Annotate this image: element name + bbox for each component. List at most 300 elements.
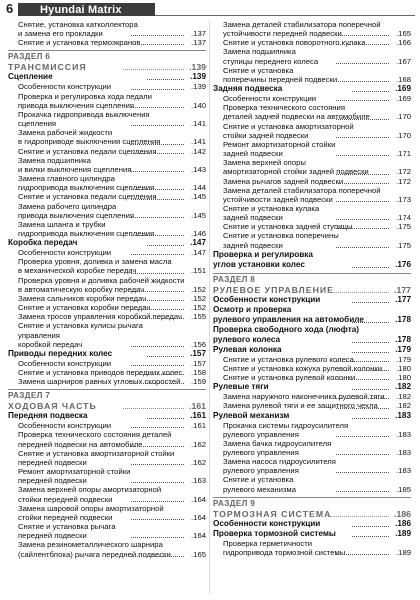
toc-entry-page: .180 bbox=[396, 363, 411, 373]
toc-entry-page: .147 bbox=[191, 248, 206, 258]
toc-entry-title: и замена его прокладки bbox=[18, 29, 103, 39]
toc-entry-page: .178 bbox=[395, 314, 411, 324]
toc-entry-title: Замена главного цилиндра bbox=[18, 174, 115, 184]
toc-entry-title: Снятие, установка катколлектора bbox=[18, 20, 138, 29]
toc-entry-title: Снятие и установка рулевого колеса bbox=[223, 354, 354, 364]
toc-entry-title: Замена шланга и трубки bbox=[18, 219, 106, 229]
toc-entry-title: Сцепление bbox=[8, 72, 53, 82]
toc-entry-title: Снятие и установка bbox=[223, 475, 294, 485]
toc-entry-page: .175 bbox=[396, 240, 411, 250]
toc-entry-title: Снятие и установка рулевой колонки bbox=[223, 373, 356, 383]
toc-entry-title: передней подвески bbox=[18, 476, 87, 486]
toc-entry-page: .175 bbox=[396, 222, 411, 232]
toc-entry[interactable] bbox=[213, 475, 411, 484]
toc-entry[interactable] bbox=[8, 248, 206, 257]
toc-entry-title: Снятие и установка термоэкранов bbox=[18, 38, 141, 48]
toc-entry-title: Коробка передач bbox=[8, 238, 78, 248]
toc-entry-page: .183 bbox=[396, 448, 411, 457]
toc-entry-title: Приводы передних колес bbox=[8, 348, 113, 358]
toc-list bbox=[8, 72, 206, 386]
toc-entry-title: Замена тросов управления коробкой передач bbox=[18, 312, 182, 322]
toc-list bbox=[213, 20, 411, 270]
toc-entry-title: Замена деталей стабилизатора поперечной bbox=[223, 20, 381, 29]
toc-entry-title: Замена рулевой тяги и ее защитного чехла bbox=[223, 401, 378, 411]
toc-entry-page: .147 bbox=[190, 238, 206, 248]
toc-entry-page: .170 bbox=[396, 112, 411, 122]
toc-heading-entry[interactable] bbox=[213, 260, 411, 270]
toc-entry-page: .157 bbox=[191, 358, 206, 368]
section-page: .186 bbox=[394, 508, 411, 519]
toc-entry-page: .164 bbox=[191, 512, 206, 522]
toc-entry-page: .182 bbox=[396, 392, 411, 402]
toc-entry-page: .183 bbox=[396, 429, 411, 439]
toc-left-column bbox=[8, 20, 206, 559]
toc-entry-page: .143 bbox=[191, 164, 206, 174]
section-7-header bbox=[8, 389, 206, 411]
toc-entry[interactable] bbox=[8, 183, 206, 192]
toc-entry-page: .162 bbox=[191, 439, 206, 449]
toc-entry-page: .139 bbox=[191, 82, 206, 92]
toc-entry[interactable] bbox=[213, 373, 411, 382]
toc-entry-page: .141 bbox=[191, 137, 206, 147]
toc-entry[interactable] bbox=[213, 439, 411, 448]
toc-entry-page: .155 bbox=[191, 312, 206, 322]
toc-entry-page: .157 bbox=[190, 348, 206, 358]
toc-entry-page: .152 bbox=[191, 293, 206, 303]
toc-entry-page: .137 bbox=[191, 38, 206, 48]
toc-entry-title: в гидроприводе выключения сцепления bbox=[18, 137, 161, 147]
toc-entry-title: Снятие и установка коробки передач bbox=[18, 303, 151, 313]
toc-entry-title: Снятие и установка кулисы рычага управления bbox=[18, 321, 143, 340]
toc-heading-entry[interactable] bbox=[213, 411, 411, 421]
toc-entry[interactable] bbox=[213, 122, 411, 131]
toc-entry-title: Проверка свободного хода (люфта) bbox=[213, 324, 359, 334]
toc-entry-title: в механической коробке передач bbox=[18, 266, 137, 276]
toc-heading-entry[interactable] bbox=[213, 519, 411, 529]
toc-entry-page: .163 bbox=[191, 476, 206, 486]
toc-entry-title: (сайлентблока) рычага передней подвески bbox=[18, 549, 171, 559]
toc-list bbox=[213, 295, 411, 494]
toc-entry-page: .141 bbox=[191, 119, 206, 129]
toc-entry[interactable] bbox=[8, 192, 206, 201]
toc-entry-page: .183 bbox=[395, 410, 411, 420]
toc-entry-page: .151 bbox=[191, 266, 206, 276]
toc-entry-title: Осмотр и проверка bbox=[213, 304, 292, 314]
toc-entry[interactable] bbox=[213, 241, 411, 250]
toc-entry-title: Передняя подвеска bbox=[8, 411, 88, 421]
toc-entry-title: рулевого механизма bbox=[223, 484, 296, 494]
toc-entry-title: передней подвески bbox=[18, 531, 87, 541]
toc-entry[interactable] bbox=[8, 82, 206, 91]
toc-entry-page: .167 bbox=[396, 56, 411, 66]
toc-entry-title: Проверка герметичности bbox=[223, 538, 313, 548]
toc-entry[interactable] bbox=[8, 174, 206, 183]
toc-entry-title: гидропривода выключения сцепления bbox=[18, 183, 155, 193]
toc-entry-page: .142 bbox=[191, 146, 206, 156]
book-title: Hyundai Matrix bbox=[40, 4, 122, 16]
toc-entry-title: деталей задней подвески на автомобиле bbox=[223, 112, 370, 122]
toc-entry-title: углов установки колес bbox=[213, 259, 305, 269]
toc-entry[interactable] bbox=[8, 266, 206, 275]
toc-entry[interactable] bbox=[8, 294, 206, 303]
toc-entry-title: Проверка тормозной системы bbox=[213, 528, 336, 538]
toc-entry[interactable] bbox=[213, 195, 411, 204]
toc-list bbox=[8, 411, 206, 558]
toc-entry[interactable] bbox=[8, 550, 206, 559]
toc-entry-title: Особенности конструкции bbox=[18, 421, 112, 431]
toc-entry-page: .169 bbox=[396, 94, 411, 104]
section-title-text: ХОДОВАЯ ЧАСТЬ bbox=[8, 401, 97, 412]
toc-entry-page: .179 bbox=[395, 344, 411, 354]
toc-entry-title: Замена насоса гидроусилителя bbox=[223, 457, 336, 467]
toc-entry[interactable] bbox=[8, 147, 206, 156]
toc-entry-title: Замена верхней опоры амортизаторной bbox=[18, 485, 162, 495]
toc-entry-page: .169 bbox=[395, 84, 411, 94]
toc-entry-title: в автоматическую коробку передач bbox=[18, 284, 145, 294]
toc-entry[interactable] bbox=[8, 110, 206, 128]
toc-entry[interactable] bbox=[8, 321, 206, 339]
toc-entry[interactable] bbox=[213, 140, 411, 149]
toc-entry-title: Особенности конструкции bbox=[223, 94, 317, 104]
toc-entry-page: .170 bbox=[396, 130, 411, 140]
toc-entry-title: Замена подшипника bbox=[223, 47, 296, 57]
toc-entry-title: Замена деталей стабилизатора поперечной bbox=[223, 185, 381, 195]
toc-entry[interactable] bbox=[213, 421, 411, 430]
toc-entry[interactable] bbox=[8, 421, 206, 430]
toc-entry-title: Замена верхней опоры bbox=[223, 158, 306, 168]
section-6-header bbox=[8, 50, 206, 72]
toc-entry[interactable] bbox=[213, 47, 411, 56]
toc-entry[interactable] bbox=[8, 467, 206, 476]
toc-entry-title: Замена подшипника bbox=[18, 155, 91, 165]
toc-entry-title: Снятие и установка приводов передних колес bbox=[18, 368, 183, 377]
toc-heading-entry[interactable] bbox=[8, 238, 206, 248]
toc-entry-title: Особенности конструкции bbox=[18, 82, 112, 92]
toc-entry-page: .182 bbox=[395, 382, 411, 392]
toc-entry-title: стойки передней подвески bbox=[18, 494, 113, 504]
toc-entry-title: привода выключения сцепления bbox=[18, 210, 135, 220]
toc-entry[interactable] bbox=[213, 204, 411, 213]
toc-entry-page: .171 bbox=[396, 149, 411, 159]
toc-heading-entry[interactable] bbox=[213, 315, 411, 325]
toc-entry-title: Проверка и регулировка хода педали bbox=[18, 91, 152, 101]
toc-entry-page: .159 bbox=[191, 377, 206, 387]
toc-entry[interactable] bbox=[8, 276, 206, 285]
toc-heading-entry[interactable] bbox=[8, 72, 206, 82]
toc-entry-page: .152 bbox=[191, 284, 206, 294]
toc-entry-title: Задняя подвеска bbox=[213, 84, 283, 94]
toc-entry-page: .137 bbox=[191, 29, 206, 39]
toc-entry-page: .186 bbox=[395, 518, 411, 528]
toc-entry-title: Рулевая колонка bbox=[213, 344, 282, 354]
toc-entry-title: Замена бачка гидроусилителя bbox=[223, 438, 332, 448]
section-title[interactable] bbox=[8, 62, 206, 72]
section-title-text: ТРАНСМИССИЯ bbox=[8, 62, 87, 73]
toc-entry-page: .185 bbox=[396, 484, 411, 494]
toc-entry-title: Замена рабочей жидкости bbox=[18, 128, 113, 138]
toc-entry[interactable] bbox=[213, 20, 411, 29]
toc-entry-title: устойчивости передней подвески bbox=[223, 29, 342, 39]
toc-entry[interactable] bbox=[213, 539, 411, 548]
toc-entry[interactable] bbox=[213, 548, 411, 557]
toc-entry-title: Снятие и установка рычага bbox=[18, 522, 116, 532]
page-number: 6 bbox=[6, 1, 14, 16]
section-title-text: РУЛЕВОЕ УПРАВЛЕНИЕ bbox=[213, 284, 334, 295]
section-label: РАЗДЕЛ 8 bbox=[213, 274, 256, 284]
toc-entry-title: Снятие и установка задней ступицы bbox=[223, 222, 353, 232]
toc-entry-page: .179 bbox=[396, 354, 411, 364]
toc-entry[interactable] bbox=[213, 485, 411, 494]
toc-entry[interactable] bbox=[213, 131, 411, 140]
toc-entry-title: Замена рабочего цилиндра bbox=[18, 201, 117, 211]
toc-entry-page: .177 bbox=[395, 294, 411, 304]
toc-entry-title: амортизаторной стойки задней подвески bbox=[223, 167, 369, 177]
toc-entry[interactable] bbox=[8, 128, 206, 137]
section-page: .161 bbox=[189, 401, 206, 412]
toc-heading-entry[interactable] bbox=[213, 84, 411, 94]
toc-entry[interactable] bbox=[213, 167, 411, 176]
toc-entry-page: .161 bbox=[190, 411, 206, 421]
toc-entry[interactable] bbox=[213, 364, 411, 373]
toc-entry-title: Замена резинометаллического шарнира bbox=[18, 540, 163, 550]
toc-entry-title: передней подвески на автомобиле bbox=[18, 439, 143, 449]
toc-entry-title: Снятие и установка поперечины bbox=[223, 231, 339, 241]
toc-entry[interactable] bbox=[213, 231, 411, 240]
toc-heading-entry[interactable] bbox=[8, 411, 206, 421]
toc-entry-page: .164 bbox=[191, 531, 206, 541]
toc-entry[interactable] bbox=[8, 156, 206, 165]
section-page: .177 bbox=[394, 284, 411, 295]
toc-heading-entry[interactable] bbox=[213, 325, 411, 335]
toc-entry-title: Особенности конструкции bbox=[213, 294, 321, 304]
toc-entry-title: Прокачка системы гидроусилителя bbox=[223, 420, 349, 430]
toc-entry[interactable] bbox=[8, 531, 206, 540]
section-9-header bbox=[213, 497, 411, 519]
toc-entry[interactable] bbox=[8, 312, 206, 321]
section-title[interactable] bbox=[213, 285, 411, 295]
toc-entry-page: .178 bbox=[395, 334, 411, 344]
toc-entry-page: .172 bbox=[396, 176, 411, 186]
toc-heading-entry[interactable] bbox=[213, 345, 411, 355]
toc-entry-title: стойки передней подвески bbox=[18, 512, 113, 522]
toc-entry[interactable] bbox=[8, 229, 206, 238]
toc-entry-title: ступицы переднего колеса bbox=[223, 56, 319, 66]
toc-entry[interactable] bbox=[8, 340, 206, 349]
toc-entry[interactable] bbox=[213, 392, 411, 401]
toc-entry[interactable] bbox=[213, 222, 411, 231]
toc-entry[interactable] bbox=[213, 401, 411, 410]
toc-entry-page: .152 bbox=[191, 303, 206, 313]
toc-entry[interactable] bbox=[8, 485, 206, 494]
toc-entry-title: рулевого колеса bbox=[213, 334, 281, 344]
toc-entry[interactable] bbox=[8, 38, 206, 47]
toc-list bbox=[213, 519, 411, 557]
toc-entry-page: .165 bbox=[191, 549, 206, 559]
toc-entry[interactable] bbox=[8, 257, 206, 266]
toc-entry-title: задней подвески bbox=[223, 213, 283, 223]
toc-heading-entry[interactable] bbox=[213, 250, 411, 260]
toc-entry[interactable] bbox=[8, 165, 206, 174]
toc-entry[interactable] bbox=[213, 38, 411, 47]
toc-entry-title: гидропривода выключения сцепления bbox=[18, 228, 155, 238]
toc-entry-page: .164 bbox=[191, 494, 206, 504]
toc-entry[interactable] bbox=[8, 285, 206, 294]
toc-entry-title: Снятие и установка поворотного кулака bbox=[223, 38, 366, 48]
toc-entry[interactable] bbox=[213, 75, 411, 84]
toc-entry[interactable] bbox=[8, 20, 206, 29]
header-rule bbox=[155, 15, 415, 16]
toc-entry[interactable] bbox=[213, 112, 411, 121]
toc-entry[interactable] bbox=[8, 220, 206, 229]
toc-entry-page: .189 bbox=[395, 528, 411, 538]
toc-entry-title: Ремонт амортизаторной стойки bbox=[18, 467, 131, 477]
section-title-text: ТОРМОЗНАЯ СИСТЕМА bbox=[213, 508, 332, 519]
toc-entry[interactable] bbox=[8, 440, 206, 449]
toc-entry-title: Особенности конструкции bbox=[213, 518, 321, 528]
toc-entry[interactable] bbox=[8, 359, 206, 368]
toc-entry-page: .183 bbox=[396, 466, 411, 476]
toc-entry[interactable] bbox=[8, 522, 206, 531]
toc-entry-title: Рулевые тяги bbox=[213, 382, 269, 392]
toc-heading-entry[interactable] bbox=[213, 529, 411, 539]
toc-entry[interactable] bbox=[8, 202, 206, 211]
toc-entry-page: .174 bbox=[396, 213, 411, 223]
toc-entry-title: Замена наружного наконечника рулевой тяги bbox=[223, 392, 385, 402]
toc-entry-page: .145 bbox=[191, 192, 206, 202]
toc-entry-title: Особенности конструкции bbox=[18, 248, 112, 258]
toc-entry[interactable] bbox=[8, 495, 206, 504]
toc-entry[interactable] bbox=[213, 177, 411, 186]
section-label: РАЗДЕЛ 6 bbox=[8, 52, 51, 62]
toc-entry[interactable] bbox=[8, 476, 206, 485]
section-title[interactable] bbox=[8, 401, 206, 411]
toc-entry[interactable] bbox=[8, 449, 206, 458]
header-title-bar bbox=[18, 3, 155, 16]
toc-entry[interactable] bbox=[213, 149, 411, 158]
toc-entry-title: Снятие и установка кожуха рулевой колонки bbox=[223, 363, 382, 373]
toc-entry-title: поперечины передней подвески bbox=[223, 74, 338, 84]
toc-entry[interactable] bbox=[213, 66, 411, 75]
toc-entry[interactable] bbox=[8, 377, 206, 386]
toc-entry-title: Ремонт амортизаторной стойки bbox=[223, 139, 336, 149]
toc-entry[interactable] bbox=[8, 368, 206, 377]
toc-entry[interactable] bbox=[8, 504, 206, 513]
toc-entry-title: Замена сальников коробки передач bbox=[18, 293, 147, 303]
toc-entry-title: Снятие и установка амортизаторной bbox=[223, 121, 354, 131]
toc-entry-title: Прокачка гидропривода выключения сцепления bbox=[18, 109, 150, 129]
toc-entry-title: Снятие и установка кулака bbox=[223, 203, 320, 213]
toc-entry[interactable] bbox=[213, 430, 411, 439]
toc-right-column bbox=[213, 20, 411, 557]
toc-heading-entry[interactable] bbox=[213, 305, 411, 315]
toc-entry[interactable] bbox=[213, 186, 411, 195]
toc-entry-page: .166 bbox=[396, 38, 411, 48]
toc-entry-title: Проверка технического состояния bbox=[223, 103, 346, 113]
toc-heading-entry[interactable] bbox=[213, 382, 411, 392]
toc-entry-title: Проверка уровня, доливка и замена масла bbox=[18, 257, 172, 267]
toc-entry[interactable] bbox=[8, 303, 206, 312]
toc-entry-page: .156 bbox=[191, 339, 206, 349]
section-label: РАЗДЕЛ 9 bbox=[213, 498, 256, 508]
toc-entry-page: .145 bbox=[191, 210, 206, 220]
toc-entry[interactable] bbox=[213, 213, 411, 222]
toc-entry[interactable] bbox=[8, 540, 206, 549]
toc-entry[interactable] bbox=[213, 158, 411, 167]
section-label: РАЗДЕЛ 7 bbox=[8, 391, 51, 401]
toc-entry-title: Замена шаровой опоры амортизаторной bbox=[18, 503, 164, 513]
toc-entry-title: Снятие и установка bbox=[223, 65, 294, 75]
toc-entry[interactable] bbox=[8, 29, 206, 38]
page-header bbox=[0, 0, 420, 17]
toc-entry-title: передней подвески bbox=[18, 457, 87, 467]
toc-heading-entry[interactable] bbox=[8, 349, 206, 359]
toc-entry-title: Замена рычагов задней подвески bbox=[223, 176, 344, 186]
toc-list bbox=[8, 20, 206, 47]
section-title[interactable] bbox=[213, 509, 411, 519]
toc-entry-title: рулевого управления bbox=[223, 429, 299, 439]
toc-entry-page: .162 bbox=[191, 457, 206, 467]
toc-entry-title: Снятие и установка педали сцепления bbox=[18, 192, 157, 202]
toc-entry-title: Проверка и регулировка bbox=[213, 249, 313, 259]
toc-entry[interactable] bbox=[213, 57, 411, 66]
toc-entry-title: гидропривода тормозной системы bbox=[223, 547, 346, 557]
toc-entry-title: задней подвески bbox=[223, 149, 283, 159]
toc-heading-entry[interactable] bbox=[213, 335, 411, 345]
toc-entry-page: .180 bbox=[396, 373, 411, 383]
section-8-header bbox=[213, 273, 411, 295]
toc-entry-title: коробкой передач bbox=[18, 339, 83, 349]
toc-entry-title: Особенности конструкции bbox=[18, 358, 112, 368]
toc-entry-title: рулевого управления bbox=[223, 466, 299, 476]
toc-entry-title: стойки задней подвески bbox=[223, 130, 309, 140]
toc-entry-title: рулевого управления на автомобиле bbox=[213, 314, 364, 324]
toc-entry[interactable] bbox=[8, 211, 206, 220]
toc-entry[interactable] bbox=[8, 513, 206, 522]
toc-entry-page: .144 bbox=[191, 183, 206, 193]
section-page: .139 bbox=[189, 62, 206, 73]
toc-entry[interactable] bbox=[8, 92, 206, 101]
toc-entry-page: .189 bbox=[396, 547, 411, 557]
toc-entry[interactable] bbox=[8, 458, 206, 467]
toc-entry-page: .165 bbox=[396, 29, 411, 39]
toc-entry-page: .161 bbox=[191, 421, 206, 431]
toc-entry-page: .172 bbox=[396, 167, 411, 177]
toc-entry-title: привода выключения сцепления bbox=[18, 100, 135, 110]
toc-heading-entry[interactable] bbox=[213, 295, 411, 305]
toc-entry[interactable] bbox=[213, 29, 411, 38]
toc-entry[interactable] bbox=[8, 430, 206, 439]
toc-entry[interactable] bbox=[213, 94, 411, 103]
toc-entry-page: .173 bbox=[396, 194, 411, 204]
toc-entry-title: Проверка уровня и доливка рабочей жидкости bbox=[18, 275, 185, 285]
toc-entry-title: задней подвески bbox=[223, 240, 283, 250]
toc-entry[interactable] bbox=[8, 137, 206, 146]
toc-entry[interactable] bbox=[213, 457, 411, 466]
toc-entry[interactable] bbox=[213, 466, 411, 475]
toc-entry-title: и вилки выключения сцепления bbox=[18, 164, 132, 174]
toc-entry[interactable] bbox=[213, 355, 411, 364]
toc-entry-page: .140 bbox=[191, 100, 206, 110]
toc-entry-title: рулевого управления bbox=[223, 448, 299, 457]
toc-entry[interactable] bbox=[8, 101, 206, 110]
toc-entry[interactable] bbox=[213, 448, 411, 457]
toc-entry-title: Снятие и установка педали сцепления bbox=[18, 146, 157, 156]
toc-entry-page: .168 bbox=[396, 74, 411, 84]
toc-entry-page: .182 bbox=[396, 401, 411, 411]
toc-entry-page: .146 bbox=[191, 228, 206, 238]
toc-entry[interactable] bbox=[213, 103, 411, 112]
toc-entry-page: .158 bbox=[191, 368, 206, 377]
